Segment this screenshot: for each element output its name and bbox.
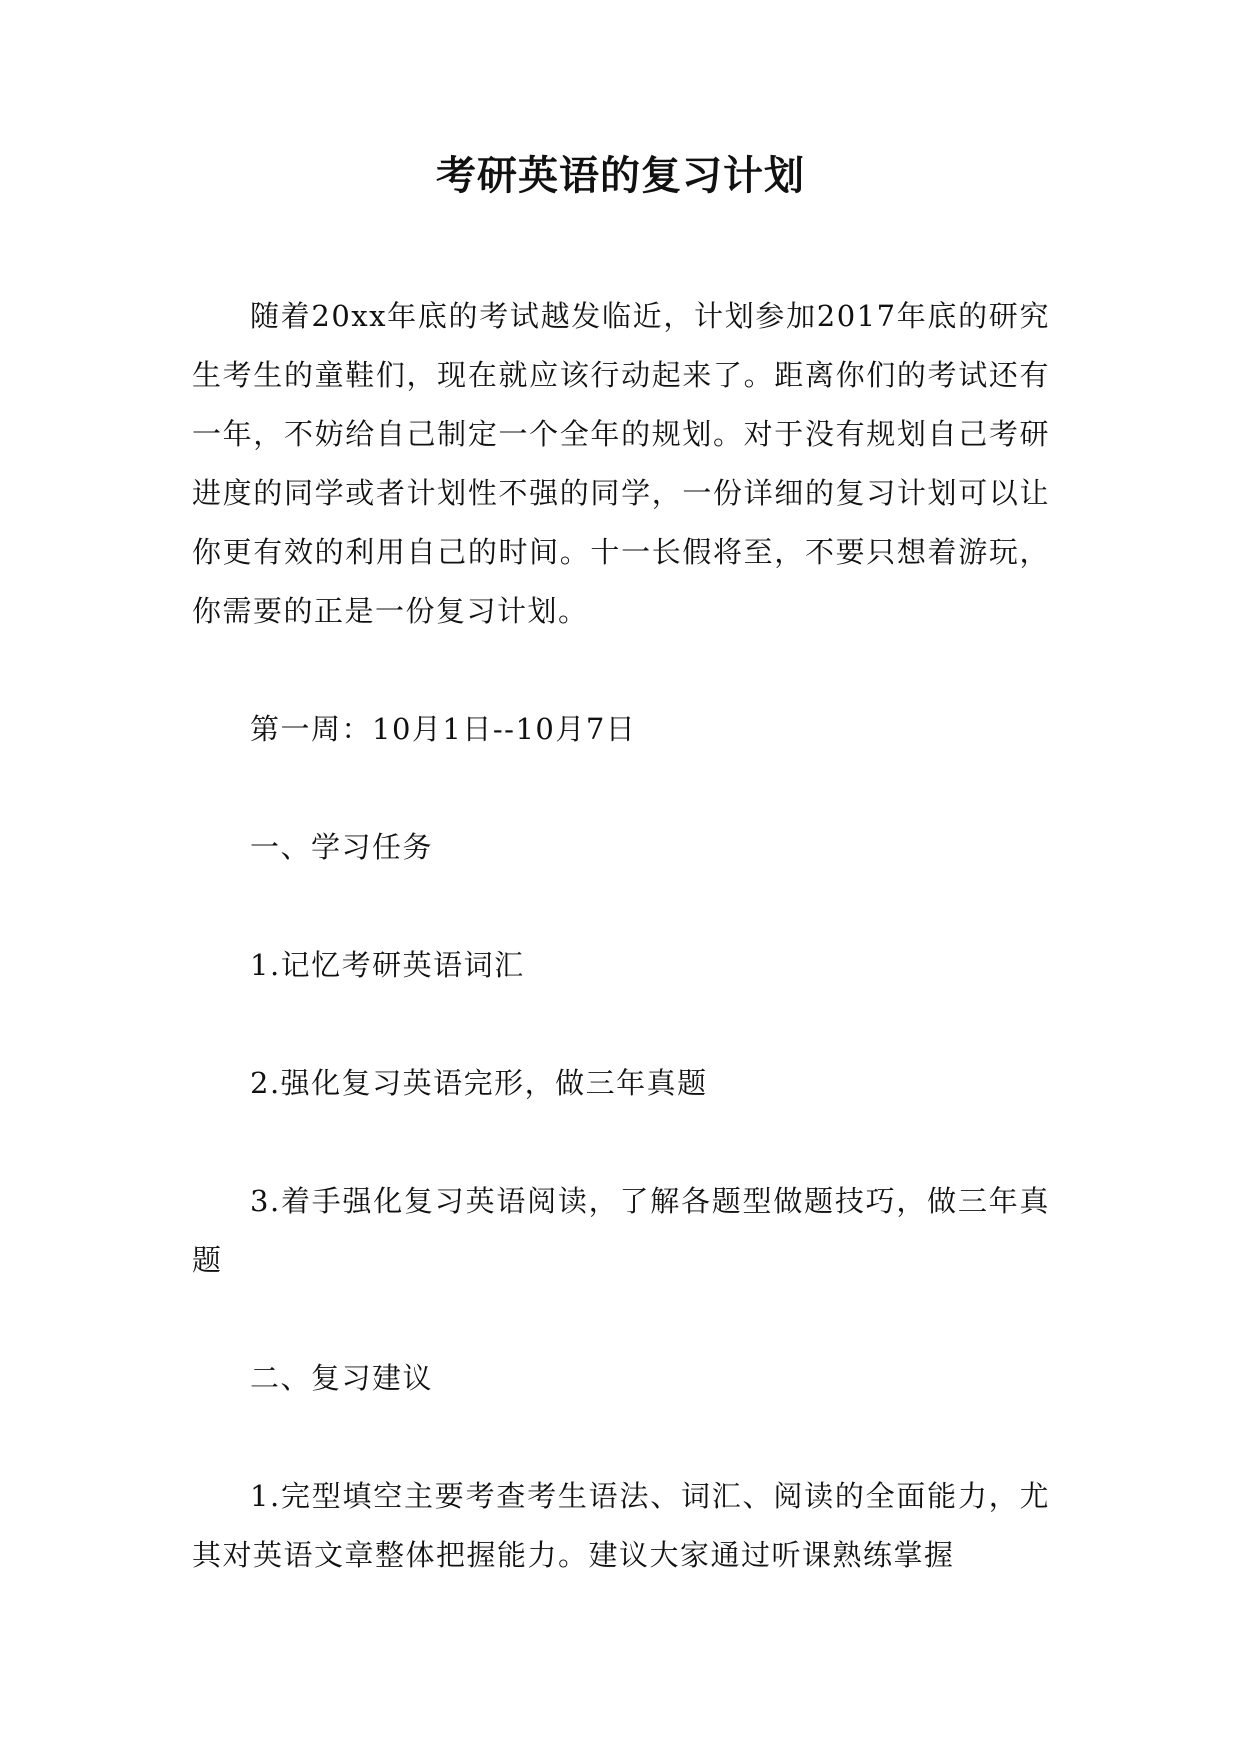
week-heading: 第一周：10月1日--10月7日 [250,712,637,746]
paragraph-spacer [192,995,1050,1054]
paragraph-spacer [192,1408,1050,1467]
paragraph-spacer [192,877,1050,936]
task-item-2: 2.强化复习英语完形，做三年真题 [250,1066,708,1100]
advice-item-1: 1.完型填空主要考查考生语法、词汇、阅读的全面能力，尤其对英语文章整体把握能力。建议大家通过听课熟练掌握 [192,1479,1050,1572]
section-heading-tasks: 一、学习任务 [250,830,434,864]
task-item-1: 1.记忆考研英语词汇 [250,948,525,982]
paragraph-spacer [192,641,1050,700]
section-heading-advice: 二、复习建议 [250,1361,434,1395]
document-body [192,287,1050,1585]
paragraph-spacer [192,759,1050,818]
task-item-3: 3.着手强化复习英语阅读，了解各题型做题技巧，做三年真题 [192,1184,1050,1277]
paragraph-spacer [192,1290,1050,1349]
paragraph-spacer [192,1113,1050,1172]
intro-paragraph: 随着20xx年底的考试越发临近，计划参加2017年底的研究生考生的童鞋们，现在就应该行动起来了。距离你们的考试还有一年，不妨给自己制定一个全年的规划。对于没有规划自己考研进度的同学或者计划性不强的同学，一份详细的复习计划可以让你更有效的利用自己的时间。十一长假将至，不要只想着游玩，你需要的正是一份复习计划。 [192,299,1050,628]
document-title: 考研英语的复习计划 [436,152,805,199]
